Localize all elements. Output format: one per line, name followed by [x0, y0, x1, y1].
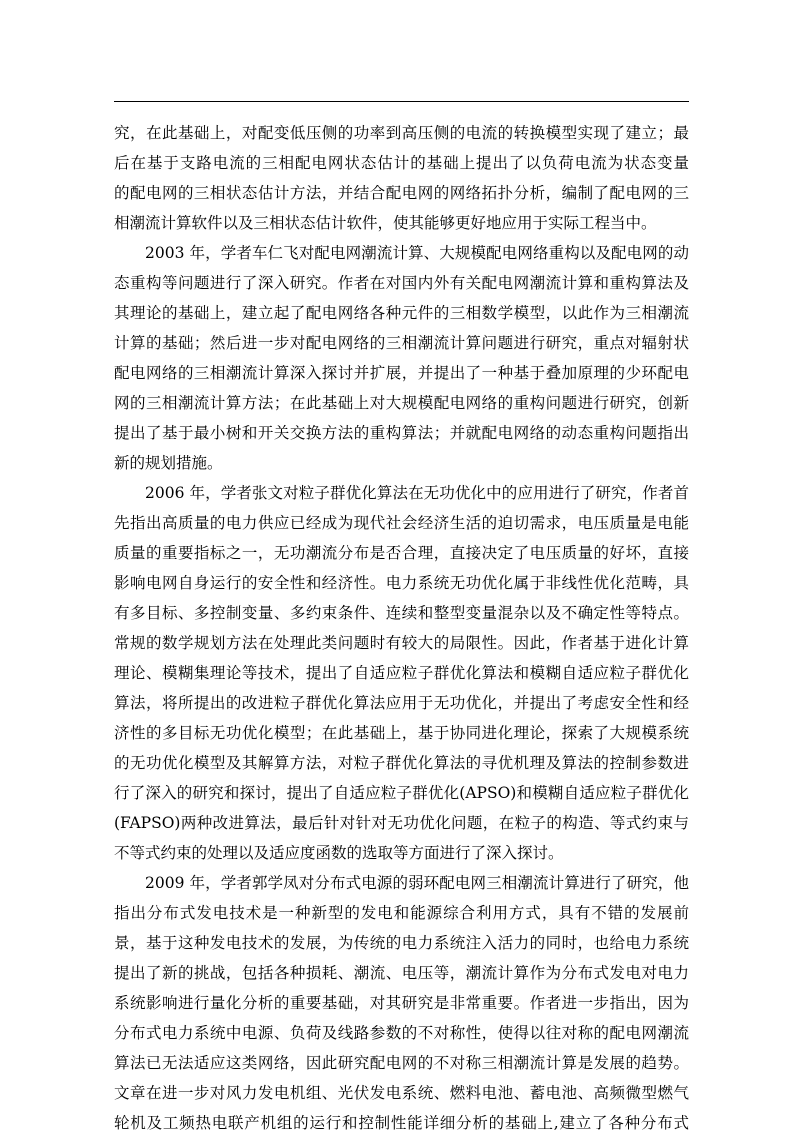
text-line: 分布式电力系统中电源、负荷及线路参数的不对称性，使得以往对称的配电网潮流: [114, 1024, 689, 1042]
paragraph: [114, 868, 689, 1138]
text-line: 算法已无法适应这类网络，因此研究配电网的不对称三相潮流计算是发展的趋势。: [114, 1054, 689, 1072]
text-line: 态重构等问题进行了深入研究。作者在对国内外有关配电网潮流计算和重构算法及: [114, 274, 689, 292]
paragraph: [114, 478, 689, 868]
text-line: 后在基于支路电流的三相配电网状态估计的基础上提出了以负荷电流为状态变量: [114, 154, 689, 172]
text-line: 2003 年，学者车仁飞对配电网潮流计算、大规模配电网络重构以及配电网的动: [145, 244, 689, 262]
text-line: 先指出高质量的电力供应已经成为现代社会经济生活的迫切需求，电压质量是电能: [114, 514, 689, 532]
text-line: 影响电网自身运行的安全性和经济性。电力系统无功优化属于非线性优化范畴，具: [114, 574, 689, 592]
text-line: 有多目标、多控制变量、多约束条件、连续和整型变量混杂以及不确定性等特点。: [114, 604, 689, 622]
text-line: 2009 年，学者郭学凤对分布式电源的弱环配电网三相潮流计算进行了研究，他: [145, 874, 689, 892]
text-line: 的配电网的三相状态估计方法，并结合配电网的网络拓扑分析，编制了配电网的三: [114, 184, 689, 202]
text-line: 其理论的基础上，建立起了配电网络各种元件的三相数学模型，以此作为三相潮流: [114, 304, 689, 322]
text-line: 行了深入的研究和探讨，提出了自适应粒子群优化(APSO)和模糊自适应粒子群优化: [114, 784, 689, 802]
text-line: 算法，将所提出的改进粒子群优化算法应用于无功优化，并提出了考虑安全性和经: [114, 694, 689, 712]
text-line: 文章在进一步对风力发电机组、光伏发电系统、燃料电池、蓄电池、高频微型燃气: [114, 1084, 689, 1102]
text-line: 提出了新的挑战，包括各种损耗、潮流、电压等，潮流计算作为分布式发电对电力: [114, 964, 689, 982]
header-rule: [114, 101, 689, 102]
text-line: 质量的重要指标之一，无功潮流分布是否合理，直接决定了电压质量的好坏，直接: [114, 544, 689, 562]
text-line: 网的三相潮流计算方法；在此基础上对大规模配电网络的重构问题进行研究，创新: [114, 394, 689, 412]
text-line: 配电网络的三相潮流计算深入探讨并扩展，并提出了一种基于叠加原理的少环配电: [114, 364, 689, 382]
text-line: 常规的数学规划方法在处理此类问题时有较大的局限性。因此，作者基于进化计算: [114, 634, 689, 652]
text-line: 究，在此基础上，对配变低压侧的功率到高压侧的电流的转换模型实现了建立；最: [114, 124, 689, 142]
text-line: 指出分布式发电技术是一种新型的发电和能源综合利用方式，具有不错的发展前: [114, 904, 689, 922]
text-line: 提出了基于最小树和开关交换方法的重构算法；并就配电网络的动态重构问题指出: [114, 424, 689, 442]
text-line: (FAPSO)两种改进算法，最后针对针对无功优化问题，在粒子的构造、等式约束与: [114, 814, 689, 832]
text-line: 理论、模糊集理论等技术，提出了自适应粒子群优化算法和模糊自适应粒子群优化: [114, 664, 689, 682]
text-line: 系统影响进行量化分析的重要基础，对其研究是非常重要。作者进一步指出，因为: [114, 994, 689, 1012]
text-line: 2006 年，学者张文对粒子群优化算法在无功优化中的应用进行了研究，作者首: [145, 484, 689, 502]
text-line: 不等式约束的处理以及适应度函数的选取等方面进行了深入探讨。: [114, 844, 564, 862]
text-line: 济性的多目标无功优化模型；在此基础上，基于协同进化理论，探索了大规模系统: [114, 724, 689, 742]
body-text: [114, 118, 689, 1138]
paragraph: [114, 118, 689, 238]
text-line: 相潮流计算软件以及三相状态估计软件，使其能够更好地应用于实际工程当中。: [114, 214, 657, 232]
text-line: 计算的基础；然后进一步对配电网络的三相潮流计算问题进行研究，重点对辐射状: [114, 334, 689, 352]
text-line: 景，基于这种发电技术的发展，为传统的电力系统注入活力的同时，也给电力系统: [114, 934, 689, 952]
text-line: 新的规划措施。: [114, 454, 223, 472]
paragraph: [114, 238, 689, 478]
text-line: 的无功优化模型及其解算方法，对粒子群优化算法的寻优机理及算法的控制参数进: [114, 754, 689, 772]
text-line: 轮机及工频热电联产机组的运行和控制性能详细分析的基础上,建立了各种分布式: [114, 1114, 689, 1132]
